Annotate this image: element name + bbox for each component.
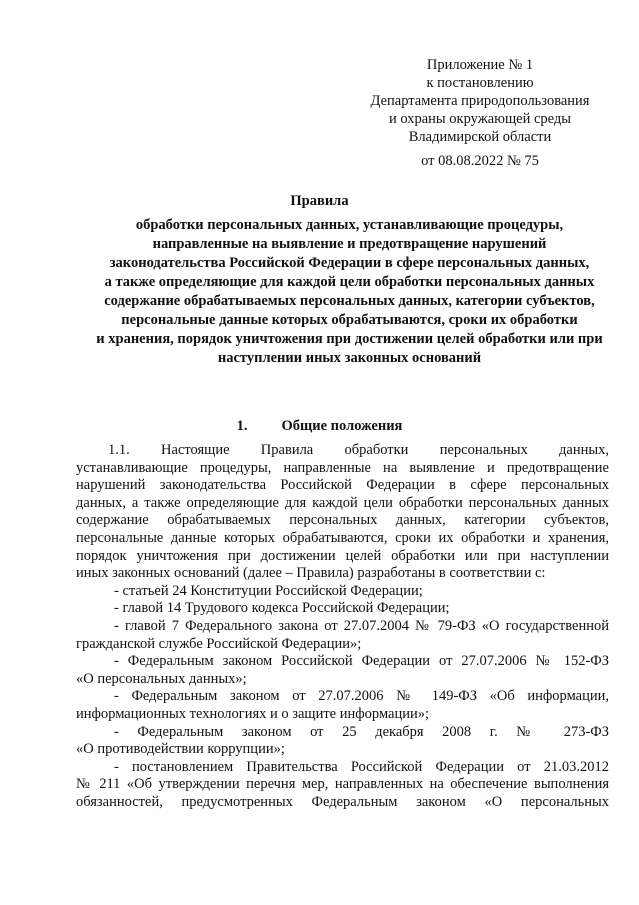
appendix-line: Департамента природопользования — [370, 93, 590, 109]
subtitle-line: содержание обрабатываемых персональных данных, категории субъектов, — [104, 293, 595, 309]
appendix-line: Приложение № 1 — [426, 57, 534, 73]
paragraph-line: устанавливающие процедуры, направленные на выявление и предотвращение — [76, 459, 609, 476]
paragraph-line: данных, а также определяющие для каждой цели обработки персональных данных — [76, 494, 609, 511]
list-item-continuation: обязанностей, предусмотренных Федеральным законом «О персональных — [76, 793, 609, 810]
list-item: - Федеральным законом от 27.07.2006 № 149-ФЗ «Об информации, — [114, 688, 609, 705]
section-number: 1. — [236, 418, 248, 434]
list-item: - главой 14 Трудового кодекса Российской Федерации; — [114, 600, 450, 617]
body-text — [76, 442, 609, 811]
appendix-line: и охраны окружающей среды — [388, 111, 572, 127]
section-title: Общие положения — [281, 418, 403, 434]
list-item: - статьей 24 Конституции Российской Федерации; — [114, 582, 423, 599]
list-item-continuation: «О персональных данных»; — [76, 670, 247, 687]
appendix-line: Владимирской области — [408, 129, 552, 145]
list-item-continuation: информационных технологиях и о защите информации»; — [76, 705, 430, 722]
document-title: Правила — [290, 193, 349, 209]
paragraph-line: содержание обрабатываемых персональных данных, категории субъектов, — [76, 512, 609, 529]
list-item-continuation: «О противодействии коррупции»; — [76, 741, 285, 758]
paragraph-line: 1.1. Настоящие Правила обработки персональных данных, — [108, 442, 609, 458]
subtitle-line: обработки персональных данных, устанавливающие процедуры, — [135, 217, 564, 233]
paragraph-line: порядок уничтожения при достижении целей обработки или при наступлении — [76, 547, 609, 564]
subtitle-line: законодательства Российской Федерации в сфере персональных данных, — [109, 255, 590, 271]
list-item: - Федеральным законом Российской Федерации от 27.07.2006 № 152-ФЗ — [114, 653, 609, 670]
subtitle-line: персональные данные которых обрабатываются, сроки их обработки — [121, 312, 578, 328]
paragraph-line: персональные данные которых обрабатываются, сроки их обработки и хранения, — [76, 529, 609, 546]
list-item: - главой 7 Федерального закона от 27.07.2004 № 79-ФЗ «О государственной — [114, 617, 609, 634]
list-item-continuation: гражданской службе Российской Федерации»; — [76, 635, 362, 652]
subtitle-line: а также определяющие для каждой цели обработки персональных данных — [104, 274, 595, 290]
subtitle-line: направленные на выявление и предотвращение нарушений — [152, 236, 547, 252]
document-subtitle — [88, 216, 611, 368]
appendix-date: от 08.08.2022 № 75 — [421, 153, 539, 169]
appendix-line: к постановлению — [426, 75, 534, 91]
list-item-continuation: № 211 «Об утверждении перечня мер, направленных на обеспечение выполнения — [76, 776, 609, 793]
list-item: - Федеральным законом от 25 декабря 2008 г. № 273-ФЗ — [114, 723, 609, 740]
paragraph-line: нарушений законодательства Российской Федерации в сфере персональных — [76, 477, 609, 494]
section-heading — [0, 417, 639, 435]
subtitle-line: и хранения, порядок уничтожения при достижении целей обработки или при — [96, 331, 603, 347]
subtitle-line: наступлении иных законных оснований — [217, 350, 482, 366]
list-item: - постановлением Правительства Российской Федерации от 21.03.2012 — [114, 758, 609, 775]
paragraph-line: иных законных оснований (далее – Правила) разработаны в соответствии с: — [76, 565, 546, 582]
appendix-header — [340, 56, 620, 170]
